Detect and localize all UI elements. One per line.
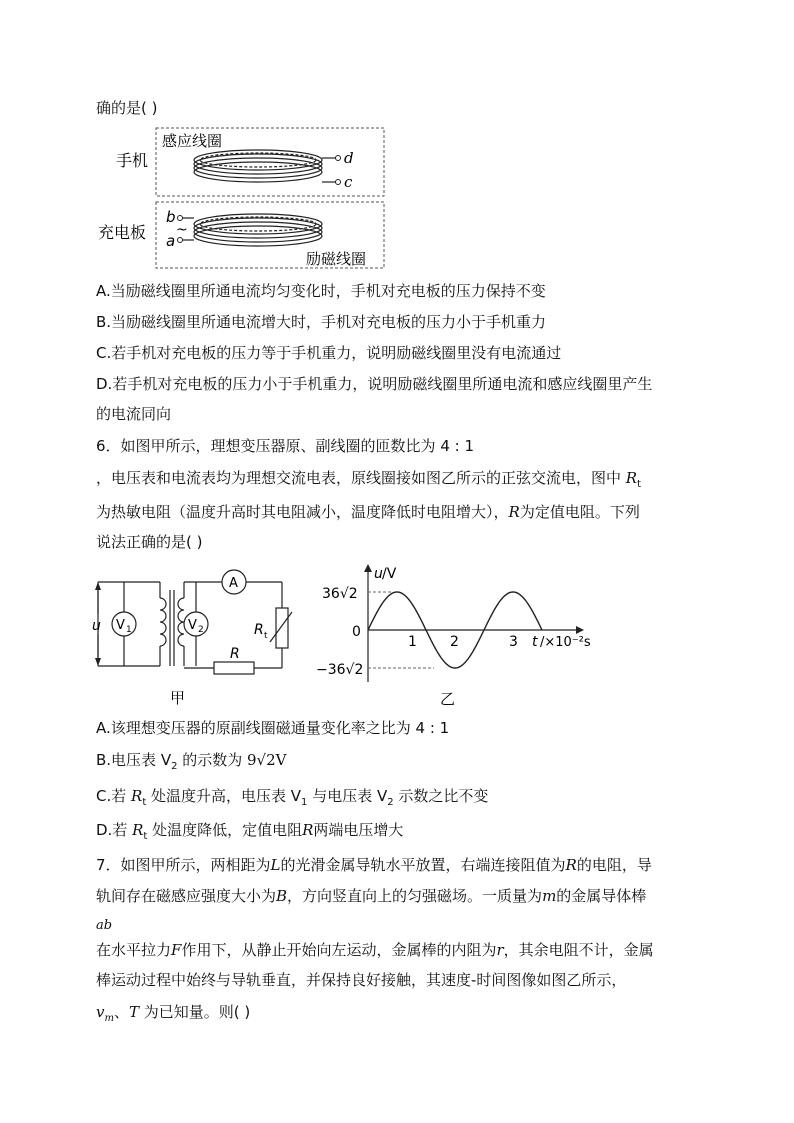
label-v2: V: [188, 618, 197, 633]
q7-line2-c: 的金属导体棒: [556, 887, 647, 905]
ytick-min: −36√2: [316, 662, 364, 678]
q6-option-c-mid2: 与电压表 V: [307, 787, 388, 805]
q6-option-d-pre: D.若: [96, 821, 133, 839]
q7-line4-c: ，其余电阻不计，金属: [503, 941, 654, 959]
q6-option-c-mid: 处温度升高，电压表 V: [146, 787, 302, 805]
q5-coil-figure: [96, 124, 396, 274]
q6-circuit-figure-jia: [92, 568, 297, 712]
q6-line2-text: ，电压表和电流表均为理想交流电表，原线圈接如图乙所示的正弦交流电，图中: [96, 469, 626, 487]
q6-option-d: [96, 820, 403, 847]
q7-stem-line1: [96, 855, 652, 875]
q7-symbol-r: R: [565, 856, 577, 874]
terminal-d: [336, 156, 341, 161]
y-axis-label-unit: /V: [382, 566, 397, 582]
q7-line6-a: 、: [113, 1003, 129, 1021]
caption-jia: 甲: [170, 689, 186, 707]
label-ammeter: A: [229, 576, 238, 591]
q7-line2-a: 轨间存在磁感应强度大小为: [96, 887, 277, 905]
q6-line3-text-b: 为定值电阻。下列: [519, 503, 640, 521]
q7-line1-b: 的光滑金属导轨水平放置，右端连接阻值为: [280, 856, 566, 874]
label-r: R: [230, 646, 240, 662]
term-a-label: a: [166, 232, 176, 250]
x-axis-label-t: t: [532, 634, 538, 650]
q7-symbol-ab: ab: [96, 918, 113, 933]
q6-option-c-sub1: 1: [301, 797, 308, 808]
q7-symbol-f: F: [171, 941, 182, 959]
q6-stem-line2: [96, 468, 641, 495]
q6-option-d-mid: 处温度降低，定值电阻: [147, 821, 303, 839]
q7-stem-line6: [96, 1002, 250, 1029]
ac-source-tilde: ~: [176, 222, 188, 238]
origin-label: 0: [352, 624, 361, 640]
q6-rt-subscript: t: [637, 479, 641, 490]
q6-option-a: A.该理想变压器的原副线圈磁通量变化率之比为 4 : 1: [96, 719, 450, 737]
q6-option-d-r2: R: [302, 821, 314, 839]
q6-option-b: [96, 750, 287, 777]
label-v2-sub: 2: [198, 625, 204, 635]
q5-option-c: C.若手机对充电板的压力等于手机重力，说明励磁线圈里没有电流通过: [96, 344, 562, 362]
q6-option-c-end: 示数之比不变: [393, 787, 489, 805]
terminal-c: [336, 180, 341, 185]
q7-line4-a: 在水平拉力: [96, 941, 172, 959]
q6-option-c-sub2: 2: [387, 797, 394, 808]
q7-symbol-m: m: [542, 887, 557, 905]
q7-stem-line5: 棒运动过程中始终与导轨垂直，并保持良好接触，其速度-时间图像如图乙所示，: [96, 971, 627, 989]
q5-option-a: A.当励磁线圈里所通电流均匀变化时，手机对充电板的压力保持不变: [96, 282, 546, 300]
q7-line2-b: ，方向竖直向上的匀强磁场。一质量为: [287, 887, 543, 905]
q6-rt-symbol: R: [625, 469, 638, 487]
label-u: u: [92, 618, 101, 634]
label-phone: 手机: [116, 151, 149, 170]
q5-option-d-line2: 的电流同向: [96, 405, 172, 423]
q6-option-c-pre: C.若: [96, 787, 132, 805]
induction-coil: [194, 150, 336, 182]
q6-option-b-sub: 2: [171, 761, 178, 772]
q7-line4-b: 作用下，从静止开始向左运动，金属棒的内阻为: [181, 941, 497, 959]
terminal-a: [178, 238, 183, 243]
term-d-label: d: [344, 149, 354, 167]
q6-option-d-r: R: [132, 821, 144, 839]
q6-option-c-rsub: t: [142, 797, 147, 808]
excitation-coil: [182, 214, 322, 246]
term-b-label: b: [166, 208, 176, 226]
q6-option-d-rsub: t: [143, 831, 148, 842]
q7-symbol-t: T: [128, 1003, 139, 1021]
q6-option-b-mid: 的示数为: [177, 751, 248, 769]
q7-stem-line2: [96, 886, 646, 906]
label-induction-coil: 感应线圈: [162, 132, 223, 150]
y-axis-label-u: u: [374, 566, 383, 582]
q6-option-b-value: 9√2V: [247, 751, 287, 769]
caption-yi: 乙: [440, 690, 456, 708]
q6-option-d-end: 两端电压增大: [313, 821, 404, 839]
terminal-b: [178, 216, 183, 221]
xtick-1: 1: [408, 634, 417, 650]
q6-stem-line4: 说法正确的是( ): [96, 533, 203, 551]
q6-line3-text-a: 为热敏电阻（温度升高时其电阻减小，温度降低时电阻增大），: [96, 503, 509, 521]
label-v1-sub: 1: [126, 625, 132, 635]
ytick-max: 36√2: [322, 586, 358, 602]
q7-symbol-r-small: r: [496, 941, 504, 959]
q7-line1-a: 7．如图甲所示，两相距为: [96, 856, 271, 874]
q6-option-c: [96, 786, 488, 813]
label-rt-sub: t: [264, 631, 268, 641]
q7-symbol-b: B: [276, 887, 288, 905]
label-excitation-coil: 励磁线圈: [306, 250, 367, 268]
label-pad: 充电板: [98, 223, 147, 242]
xtick-2: 2: [450, 634, 459, 650]
q6-stem-line3: [96, 502, 640, 522]
q5-stem-tail: 确的是( ): [96, 99, 158, 117]
q6-voltage-chart-yi: [308, 562, 598, 714]
q7-stem-line4: [96, 940, 654, 960]
label-rt: R: [254, 622, 264, 638]
q7-line1-c: 的电阻，导: [576, 856, 652, 874]
xtick-3: 3: [509, 634, 518, 650]
term-c-label: c: [344, 173, 353, 191]
x-axis-label-unit: /×10⁻²s: [540, 635, 591, 650]
q7-line6-b: 为已知量。则( ): [139, 1003, 251, 1021]
q7-symbol-l: L: [270, 856, 281, 874]
q6-stem-line1: 6．如图甲所示，理想变压器原、副线圈的匝数比为 4 : 1: [96, 437, 474, 455]
q6-option-c-r: R: [131, 787, 143, 805]
q6-r-symbol: R: [508, 503, 520, 521]
q5-option-b: B.当励磁线圈里所通电流增大时，手机对充电板的压力小于手机重力: [96, 313, 547, 331]
q7-symbol-vm: v: [96, 1003, 105, 1021]
q5-option-d-line1: D.若手机对充电板的压力小于手机重力，说明励磁线圈里所通电流和感应线圈里产生: [96, 375, 653, 393]
label-v1: V: [116, 618, 125, 633]
q6-option-b-pre: B.电压表 V: [96, 751, 172, 769]
q7-symbol-vm-sub: m: [104, 1013, 114, 1024]
